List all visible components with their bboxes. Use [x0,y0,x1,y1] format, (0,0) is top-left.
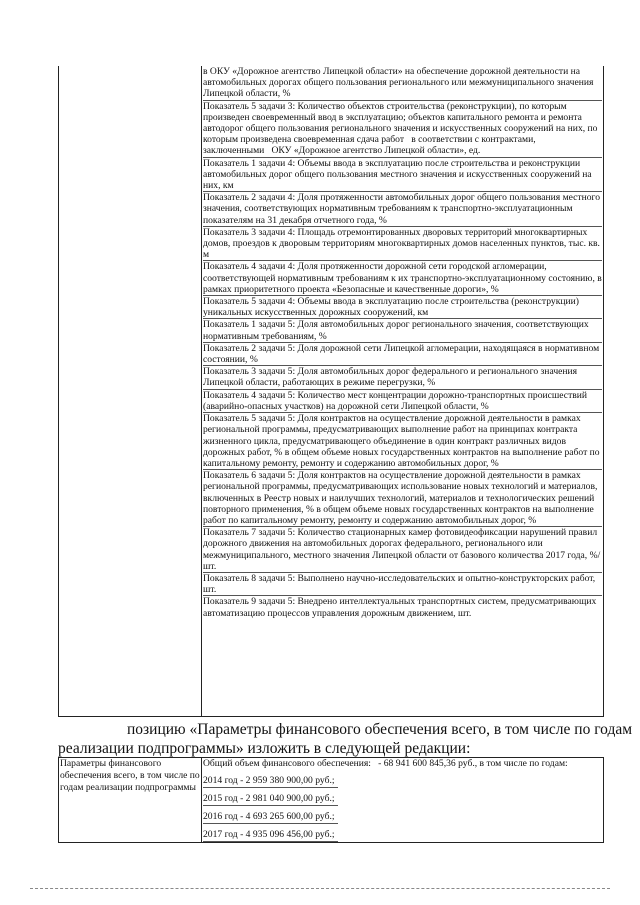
indicator-item: Показатель 5 задачи 3: Количество объектов строительства (реконструкции), по которым произведен своевременный ввод в эксплуатацию; объектов капитального ремонта и ремонта автодорог общего пользования регионального значения и искусственных сооружений на них, по которым произведена своевременная сдача работ в соответствии с контрактами, заключенными ОКУ «Дорожное агентство Липецкой области», ед. [203,101,602,158]
indicator-item: Показатель 9 задачи 5: Внедрено интеллектуальных транспортных систем, предусматривающих автоматизацию процессов управления дорожным движением, шт. [203,596,599,619]
financing-year-line: 2014 год - 2 959 380 900,00 руб.; [203,775,338,788]
indicators-table [58,66,604,717]
financing-total: Общий объем финансового обеспечения: - 68 941 600 845,36 руб., в том числе по годам: [203,758,568,769]
indicator-item: Показатель 2 задачи 5: Доля дорожной сети Липецкой агломерации, находящаяся в нормативном состоянии, % [203,342,602,366]
indicator-item: Показатель 5 задачи 5: Доля контрактов на осуществление дорожной деятельности в рамках региональной программы, предусматривающих выполнение работ на принципах контракта жизненного цикла, предусматривающего объединение в один контракт различных видов дорожных работ, % в общем объеме новых государственных контрактов на выполнение работ по капитальному ремонту, ремонту и содержанию автомобильных дорог, % [203,413,602,469]
indicator-item: Показатель 1 задачи 5: Доля автомобильных дорог регионального значения, соответствующих нормативным требованиям, % [203,319,602,342]
amendment-paragraph-line-1: позицию «Параметры финансового обеспечения всего, в том числе по годам [127,721,633,738]
indicators-list-cell [202,66,604,717]
financing-table [58,757,604,843]
financing-year-line: 2017 год - 4 935 096 456,00 руб.; [203,829,338,842]
table-row [59,66,604,717]
indicator-item: Показатель 4 задачи 5: Количество мест концентрации дорожно-транспортных происшествий (аварийно-опасных участков) на дорожной сети Липецкой области, % [203,390,602,413]
financing-year-line: 2016 год - 4 693 265 600,00 руб.; [203,811,338,824]
financing-label-cell [59,758,202,843]
indicator-item: Показатель 5 задачи 4: Объемы ввода в эксплуатацию после строительства (реконструкции) уникальных искусственных дорожных сооружений, км [203,296,602,319]
indicator-item: Показатель 4 задачи 4: Доля протяженности дорожной сети городской агломерации, соответствующей нормативным требованиям к их транспортно-эксплуатационному состоянию, в рамках приоритетного проекта «Безопасные и качественные дороги», % [203,261,605,295]
indicator-item: Показатель 7 задачи 5: Количество стационарных камер фотовидеофиксации нарушений правил дорожного движения на автомобильных дорогах федерального, регионального или межмуниципального, местного значения Липецкой области от базового количества 2017 года, %/ шт. [203,527,603,572]
indicator-item: Показатель 6 задачи 5: Доля контрактов на осуществление дорожной деятельности в рамках региональной программы, предусматривающих использование новых технологий и материалов, включенных в Реестр новых и наилучших технологий, материалов и технологических решений повторного применения, % в общем объеме новых государственных контрактов на выполнение работ по капитальному ремонту, ремонту и содержанию автомобильных дорог, % [203,470,602,527]
indicator-item: Показатель 2 задачи 4: Доля протяженности автомобильных дорог общего пользования местного значения, соответствующих нормативным требованиям к транспортно-эксплуатационным показателям на 31 декабря отчетного года, % [203,192,603,226]
indicators-label-cell [59,66,202,717]
financing-label: Параметры финансового обеспечения всего, в том числе по годам реализации подпрограммы [60,758,203,793]
indicator-item: Показатель 3 задачи 5: Доля автомобильных дорог федерального и регионального значения Липецкой области, работающих в режиме перегрузки, % [203,366,602,389]
indicator-item: в ОКУ «Дорожное агентство Липецкой области» на обеспечение дорожной деятельности на автомобильных дорогах общего пользования регионального или межмуниципального значения Липецкой области, % [203,66,602,101]
indicator-item: Показатель 8 задачи 5: Выполнено научно-исследовательских и опытно-конструкторских работ, шт. [203,573,602,596]
financing-year-line: 2015 год - 2 981 040 900,00 руб.; [203,793,338,806]
financing-values-cell [202,758,604,843]
amendment-paragraph-line-2: реализации подпрограммы» изложить в следующей редакции: [58,740,471,757]
scan-artifact-line [30,888,610,889]
table-row [59,758,604,843]
indicator-item: Показатель 3 задачи 4: Площадь отремонтированных дворовых территорий многоквартирных домов, проездов к дворовым территориям многоквартирных домов населенных пунктов, тыс. кв. м [203,226,603,261]
indicator-item: Показатель 1 задачи 4: Объемы ввода в эксплуатацию после строительства и реконструкции автомобильных дорог общего пользования местного значения и искусственных сооружений на них, км [203,158,602,193]
